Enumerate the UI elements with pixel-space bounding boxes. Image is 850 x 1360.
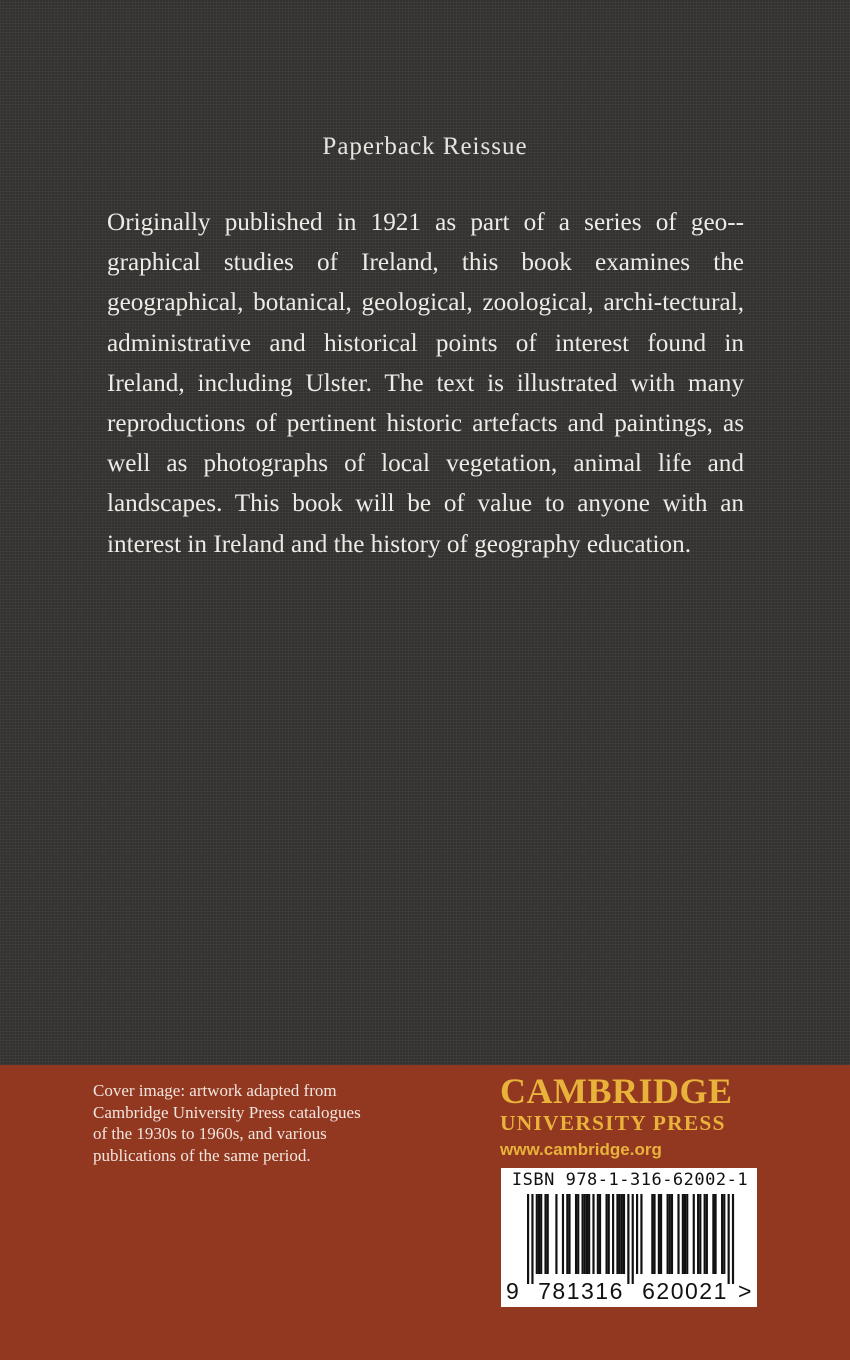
- barcode-bar: [699, 1194, 701, 1274]
- barcode-bar: [684, 1194, 686, 1274]
- barcode-bar: [605, 1194, 607, 1274]
- ean-right-group: 620021: [642, 1278, 728, 1304]
- barcode-bar: [547, 1194, 549, 1274]
- cover-image-credit: Cover image: artwork adapted from Cambridge University Press catalogues of the 1930s to 1960s, and various publications of the same period.: [93, 1081, 361, 1165]
- barcode-bar: [588, 1194, 590, 1274]
- ean-quiet-zone-arrow: >: [738, 1278, 752, 1304]
- barcode-bar: [616, 1194, 618, 1274]
- barcode-bar: [667, 1194, 669, 1274]
- barcode-bar: [540, 1194, 542, 1274]
- barcode-bar: [597, 1194, 599, 1274]
- barcode-bar: [584, 1194, 586, 1274]
- barcode-bar: [577, 1194, 579, 1274]
- barcode-bar: [619, 1194, 621, 1274]
- barcode-bar: [714, 1194, 716, 1274]
- barcode-bar: [693, 1194, 695, 1274]
- barcode-bar: [555, 1194, 557, 1274]
- isbn-barcode-panel: [501, 1168, 757, 1307]
- barcode-bar: [660, 1194, 662, 1274]
- barcode-bar: [682, 1194, 684, 1274]
- barcode-bar: [538, 1194, 540, 1274]
- barcode-bar: [640, 1194, 642, 1274]
- barcode-bar: [651, 1194, 653, 1274]
- barcode-bar: [704, 1194, 706, 1274]
- barcode-bar: [728, 1194, 730, 1284]
- barcode-bar: [632, 1194, 634, 1284]
- edition-subtitle: Paperback Reissue: [322, 133, 528, 160]
- publisher-name: CAMBRIDGE: [500, 1071, 733, 1111]
- ean-left-group: 781316: [538, 1278, 624, 1304]
- barcode-bar: [658, 1194, 660, 1274]
- book-description: Originally published in 1921 as part of a series of geo-graphical studies of Ireland, this book examines the geographical, botanical, geological, zoological, archi-tectural, administrative and historical points of interest found in Ireland, including Ulster. The text is illustrated with many reproductions of pertinent historic artefacts and paintings, as well as photographs of local vegetation, animal life and landscapes. This book will be of value to anyone with an interest in Ireland and the history of geography education.: [107, 209, 744, 558]
- barcode-bar: [608, 1194, 610, 1274]
- barcode-bar: [599, 1194, 601, 1274]
- barcode-bar: [653, 1194, 655, 1274]
- publisher-logo: [500, 1072, 760, 1162]
- barcode-bar: [636, 1194, 638, 1274]
- barcode-bar: [627, 1194, 629, 1284]
- barcode-bar: [732, 1194, 734, 1284]
- publisher-subname: UNIVERSITY PRESS: [500, 1111, 726, 1135]
- ean-lead-digit: 9: [506, 1278, 519, 1304]
- barcode-bar: [697, 1194, 699, 1274]
- barcode-bar: [566, 1194, 568, 1274]
- barcode-bar: [686, 1194, 688, 1274]
- isbn-label: ISBN 978-1-316-62002-1: [511, 1170, 749, 1190]
- ean-digits: [501, 1278, 757, 1306]
- barcode-bar: [568, 1194, 570, 1274]
- barcode-bar: [527, 1194, 529, 1284]
- barcode-bar: [723, 1194, 725, 1274]
- barcode-bar: [592, 1194, 594, 1274]
- barcode-bar: [575, 1194, 577, 1274]
- barcode-bar: [582, 1194, 584, 1274]
- barcode-bar: [621, 1194, 623, 1274]
- barcode-bar: [671, 1194, 673, 1274]
- barcode-bar: [706, 1194, 708, 1274]
- barcode-bar: [721, 1194, 723, 1274]
- barcode-bar: [544, 1194, 546, 1274]
- barcode-bar: [531, 1194, 533, 1284]
- publisher-url: www.cambridge.org: [500, 1140, 662, 1159]
- barcode-bar: [562, 1194, 564, 1274]
- barcode-bar: [677, 1194, 679, 1274]
- barcode-bar: [623, 1194, 625, 1274]
- barcode-bar: [612, 1194, 614, 1274]
- barcode-bar: [586, 1194, 588, 1274]
- barcode-bar: [536, 1194, 538, 1274]
- barcode-bar: [712, 1194, 714, 1274]
- barcode-bar: [669, 1194, 671, 1274]
